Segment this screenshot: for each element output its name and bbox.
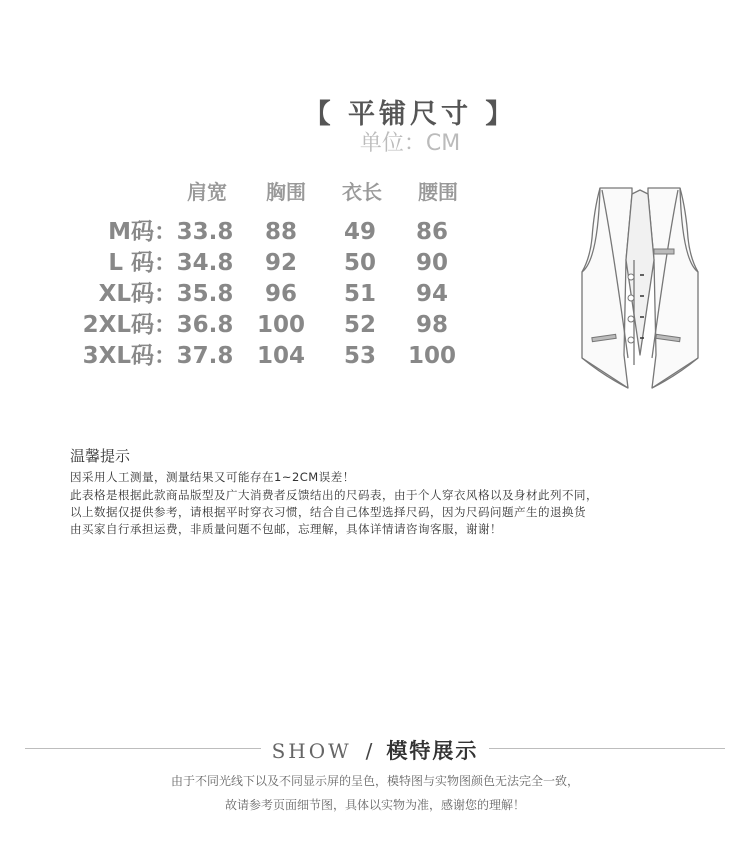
table-cell: 50 <box>343 250 376 276</box>
table-cell: 86 <box>415 219 448 245</box>
show-label-cn: 模特展示 <box>386 739 479 763</box>
size-label-xl: XL码： <box>98 281 177 307</box>
header-shoulder: 肩宽 <box>187 180 227 204</box>
size-label-2xl: 2XL码： <box>82 312 177 338</box>
header-waist: 腰围 <box>418 180 458 204</box>
table-cell: 100 <box>256 312 305 338</box>
table-cell: 98 <box>415 312 448 338</box>
show-label-en: SHOW <box>271 739 352 763</box>
table-cell: 37.8 <box>176 343 234 369</box>
vest-diagram-icon <box>570 180 710 390</box>
tips-line: 因采用人工测量，测量结果又可能存在1~2CM误差！ <box>70 470 355 484</box>
table-cell: 35.8 <box>176 281 234 307</box>
table-cell: 53 <box>343 343 376 369</box>
table-cell: 36.8 <box>176 312 234 338</box>
table-cell: 96 <box>264 281 297 307</box>
table-cell: 34.8 <box>176 250 234 276</box>
tips-line: 由买家自行承担运费，非质量问题不包邮，忘理解，具体详情请咨询客服，谢谢！ <box>70 522 502 536</box>
table-cell: 100 <box>407 343 456 369</box>
unit-label: 单位：CM <box>359 131 461 156</box>
header-length: 衣长 <box>342 180 382 204</box>
table-cell: 94 <box>415 281 448 307</box>
header-chest: 胸围 <box>266 180 306 204</box>
table-cell: 33.8 <box>176 219 234 245</box>
size-chart-title: 【 平铺尺寸 】 <box>303 99 517 130</box>
size-label-m: M码： <box>108 219 177 245</box>
table-cell: 49 <box>343 219 376 245</box>
tips-line: 此表格是根据此款商品版型及广大消费者反馈结出的尺码表，由于个人穿衣风格以及身材此列不同， <box>70 488 598 502</box>
show-slash: / <box>365 739 373 763</box>
table-cell: 90 <box>415 250 448 276</box>
table-cell: 92 <box>264 250 297 276</box>
table-cell: 51 <box>343 281 376 307</box>
show-note-line: 由于不同光线下以及不同显示屏的呈色，模特图与实物图颜色无法完全一致， <box>170 774 579 788</box>
model-show-heading <box>0 735 750 765</box>
size-label-l: L 码： <box>108 250 177 276</box>
tips-title: 温馨提示 <box>70 447 131 465</box>
tips-line: 以上数据仅提供参考，请根据平时穿衣习惯，结合自己体型选择尺码，因为尺码问题产生的退换货 <box>70 505 586 519</box>
table-cell: 88 <box>264 219 297 245</box>
size-label-3xl: 3XL码： <box>82 343 177 369</box>
table-cell: 104 <box>256 343 305 369</box>
show-note-line: 故请参考页面细节图，具体以实物为准，感谢您的理解！ <box>224 798 525 812</box>
table-cell: 52 <box>343 312 376 338</box>
